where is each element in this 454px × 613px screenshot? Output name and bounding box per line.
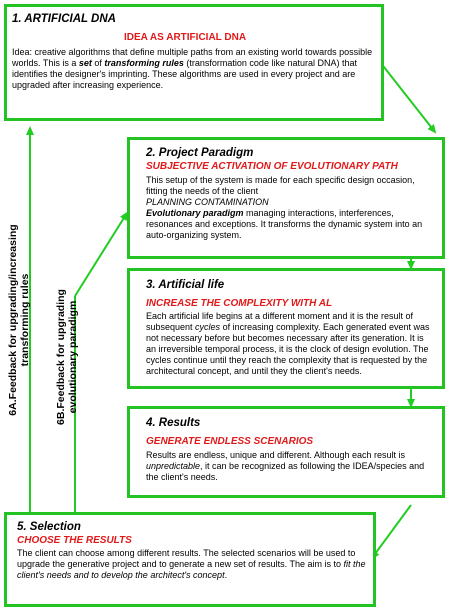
text-emphasis: transforming rules (104, 58, 184, 68)
box-description (146, 311, 436, 377)
box-description (12, 47, 377, 91)
text-part: This setup of the system is made for each specific design occasion, fitting the needs of the client (146, 175, 415, 196)
text-part: of increasing complexity. Each generated event was not necessary before but becomes necessary after its generation. It is an irreversible temporal process, it is the clock of design evolution. The cycles continue until they reach the complexity that is requested by the architectural concept, and until they the client's needs. (146, 322, 430, 376)
arrow-1-to-2 (380, 62, 435, 132)
text-part: I (146, 298, 149, 309)
box-project-paradigm (127, 137, 445, 259)
feedback-6a-label (7, 205, 33, 435)
box-title: 3. Artificial life (146, 279, 225, 291)
text-part: NCREASE THE COMPLEXITY WITH AL (148, 298, 333, 309)
box-results (127, 406, 445, 498)
box-description (17, 548, 369, 581)
text-part (146, 208, 436, 241)
label-line: evolutionary paradigm (67, 300, 79, 414)
box-subtitle: IDEA AS ARTIFICIAL DNA (124, 32, 247, 43)
box-title: 5. Selection (17, 521, 81, 533)
box-artificial-dna (4, 4, 384, 121)
box-title: 2. Project Paradigm (146, 147, 254, 159)
text-part: (transformation code like natural DNA) that identifies the designer's imprinting. These algorithms are used in every project and are upgraded after increasing experience. (12, 58, 357, 90)
label-line: 6B.Feedback for upgrading (55, 289, 67, 425)
box-subtitle: CHOOSE THE RESULTS (17, 535, 132, 546)
text-part: managing interactions, interferences, resonances and exceptions. It transforms the dynamic system into an auto-organizing system. (146, 208, 423, 240)
text-part: PLANNING CONTAMINATION (146, 197, 269, 207)
text-part: , it can be recognized as following the IDEA/species and the client's needs. (146, 461, 425, 482)
text-part: of (91, 58, 105, 68)
box-artificial-life (127, 268, 445, 389)
text-part: Each artificial life begins at a different moment and it is the result of subsequent (146, 311, 413, 332)
box-description (146, 450, 436, 483)
text-part: . (224, 570, 228, 580)
text-part: Idea: creative algorithms that define multiple paths from an existing world towards possible worlds. This is a (12, 47, 373, 68)
box-title: 4. Results (146, 417, 201, 429)
text-part: Results are endless, unique and different. Although each result is (146, 450, 406, 460)
label-line: transforming rules (19, 273, 31, 367)
label-line: 6A.Feedback for upgrading/increasing (7, 224, 19, 416)
feedback-6b-label (55, 287, 81, 427)
text-part: The client can choose among different results. The selected scenarios will be used to upgrade the generative project and to generate a new set of results. The aim is to (17, 548, 356, 569)
box-subtitle: GENERATE ENDLESS SCENARIOS (146, 436, 314, 447)
text-emphasis: set (78, 58, 92, 68)
text-emphasis: fit the client's needs and to develop the architect's concept (17, 559, 366, 580)
box-subtitle (146, 298, 332, 310)
text-emphasis: cycles (195, 322, 221, 332)
text-emphasis: unpredictable (146, 461, 201, 471)
arrow-6b-feedback-diagonal (75, 213, 127, 296)
box-subtitle: SUBJECTIVE ACTIVATION OF EVOLUTIONARY PATH (146, 161, 398, 172)
box-title: 1. ARTIFICIAL DNA (12, 13, 116, 25)
box-description (146, 175, 436, 241)
arrow-4-to-5 (372, 505, 411, 558)
text-emphasis: Evolutionary paradigm (146, 208, 244, 218)
box-selection (4, 512, 376, 607)
